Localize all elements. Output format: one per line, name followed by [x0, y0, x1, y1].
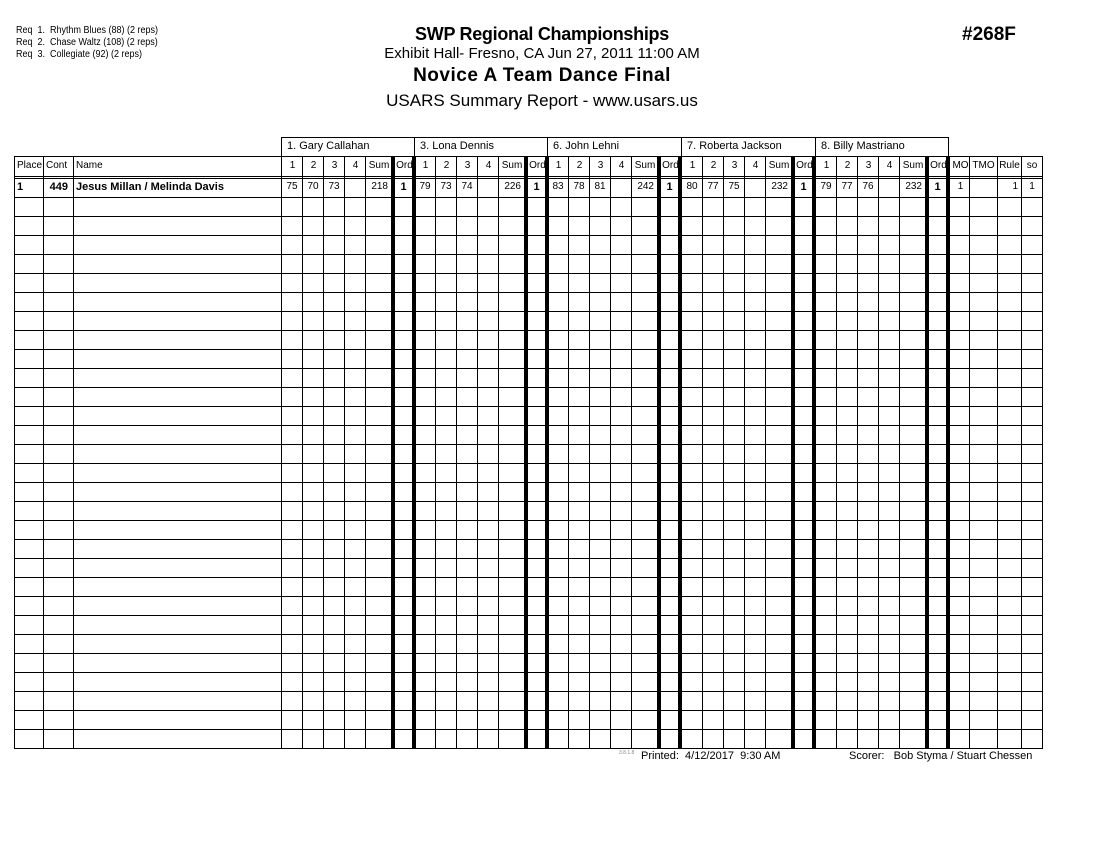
column-header-judge2-ord: Ord: [529, 160, 546, 171]
row-tmo: [970, 179, 997, 196]
row-line: [14, 216, 1042, 217]
row-line: [14, 463, 1042, 464]
row-line: [14, 330, 1042, 331]
row-line: [14, 406, 1042, 407]
column-header-judge2-2: 2: [443, 160, 450, 171]
column-line: [857, 156, 858, 748]
column-header-judge3-4: 4: [618, 160, 625, 171]
column-header-judge3-sum: Sum: [634, 160, 656, 171]
column-header-judge3-2: 2: [576, 160, 583, 171]
event-number: #268F: [962, 24, 1016, 45]
block-thick-line: [412, 156, 416, 748]
score-3: 75: [728, 181, 740, 192]
row-mo: 1: [957, 181, 964, 192]
score-ordinal: 1: [800, 181, 807, 193]
row-line: [14, 710, 1042, 711]
column-header-judge2-1: 1: [422, 160, 429, 171]
ord-thick-line: [791, 156, 795, 748]
requirement-3: Req 3. Collegiate (92) (2 reps): [16, 49, 143, 60]
venue-date: Exhibit Hall- Fresno, CA Jun 27, 2011 11:00 AM: [384, 45, 700, 62]
row-line: [14, 558, 1042, 559]
row-line: [14, 539, 1042, 540]
column-header-judge4-3: 3: [731, 160, 738, 171]
column-header-judge5-2: 2: [844, 160, 851, 171]
score-3: 74: [461, 181, 473, 192]
competition-title: SWP Regional Championships: [415, 24, 669, 44]
block-thick-line: [545, 156, 549, 748]
score-2: 73: [440, 181, 452, 192]
column-header-judge2-sum: Sum: [501, 160, 523, 171]
row-line: [14, 235, 1042, 236]
column-header-judge1-ord: Ord: [396, 160, 413, 171]
ord-thick-line: [657, 156, 661, 748]
block-thick-line: [812, 156, 816, 748]
event-title: Novice A Team Dance Final: [413, 65, 671, 86]
row-line: [14, 273, 1042, 274]
column-header-name: Name: [76, 160, 103, 171]
score-sum: 242: [637, 181, 654, 192]
column-header-judge3-3: 3: [597, 160, 604, 171]
column-header-judge4-1: 1: [689, 160, 696, 171]
row-line: [14, 748, 1042, 749]
row-line: [14, 520, 1042, 521]
ord-thick-line: [524, 156, 528, 748]
row-place: 1: [17, 181, 24, 193]
block-thick-line: [946, 156, 950, 748]
score-4: [345, 179, 365, 196]
column-header-mo: MO: [952, 160, 969, 171]
score-4: [611, 179, 631, 196]
column-header-judge3-1: 1: [555, 160, 562, 171]
column-header-judge4-sum: Sum: [768, 160, 790, 171]
column-header-judge5-ord: Ord: [930, 160, 947, 171]
judge-name-4: 7. Roberta Jackson: [687, 140, 782, 152]
row-line: [14, 634, 1042, 635]
column-header-so: so: [1026, 160, 1038, 171]
column-line: [281, 156, 282, 749]
column-line: [14, 156, 15, 749]
score-1: 83: [552, 181, 564, 192]
column-line: [498, 156, 499, 748]
score-ordinal: 1: [934, 181, 941, 193]
ord-thick-line: [925, 156, 929, 748]
row-rule: 1: [1012, 181, 1018, 192]
column-line: [899, 156, 900, 748]
column-line: [435, 156, 436, 748]
row-line: [14, 615, 1042, 616]
column-line: [365, 156, 366, 748]
column-line: [836, 156, 837, 748]
row-line: [14, 501, 1042, 502]
score-2: 70: [307, 181, 319, 192]
block-thick-line: [678, 156, 682, 748]
report-title: USARS Summary Report - www.usars.us: [386, 91, 698, 110]
column-line: [969, 156, 970, 749]
row-line: [14, 444, 1042, 445]
score-ordinal: 1: [400, 181, 407, 193]
column-line: [477, 156, 478, 748]
score-ordinal: 1: [666, 181, 673, 193]
column-line: [344, 156, 345, 748]
row-line: [14, 729, 1042, 730]
column-header-judge1-3: 3: [331, 160, 338, 171]
score-sum: 232: [771, 181, 788, 192]
column-header-rule: Rule: [999, 160, 1020, 171]
row-line: [14, 425, 1042, 426]
row-line: [14, 482, 1042, 483]
column-header-judge5-sum: Sum: [902, 160, 924, 171]
score-sum: 232: [905, 181, 922, 192]
column-line: [302, 156, 303, 748]
column-line: [589, 156, 590, 748]
column-line: [744, 156, 745, 748]
column-header-cont: Cont: [46, 160, 68, 171]
column-header-judge4-2: 2: [710, 160, 717, 171]
row-contestant-number: 449: [49, 181, 68, 193]
version-label: 3.8.1.8: [619, 750, 635, 756]
judge-name-2: 3. Lona Dennis: [420, 140, 494, 152]
row-line: [14, 254, 1042, 255]
score-3: 81: [594, 181, 606, 192]
score-sum: 218: [371, 181, 388, 192]
score-1: 79: [820, 181, 832, 192]
score-2: 77: [841, 181, 853, 192]
column-line: [765, 156, 766, 748]
score-4: [745, 179, 765, 196]
column-header-judge2-3: 3: [464, 160, 471, 171]
score-3: 76: [862, 181, 874, 192]
score-sum: 226: [504, 181, 521, 192]
column-header-judge4-ord: Ord: [796, 160, 813, 171]
column-line: [610, 156, 611, 748]
column-line: [568, 156, 569, 748]
score-1: 80: [686, 181, 698, 192]
column-header-place: Place: [17, 160, 43, 171]
column-header-judge5-4: 4: [886, 160, 893, 171]
column-header-judge1-4: 4: [352, 160, 359, 171]
score-2: 77: [707, 181, 719, 192]
requirement-2: Req 2. Chase Waltz (108) (2 reps): [16, 37, 158, 48]
row-line: [14, 368, 1042, 369]
column-header-judge4-4: 4: [752, 160, 759, 171]
row-line: [14, 292, 1042, 293]
row-line: [14, 349, 1042, 350]
score-1: 75: [286, 181, 298, 192]
judge-name-5: 8. Billy Mastriano: [821, 140, 905, 152]
row-name: Jesus Millan / Melinda Davis: [76, 181, 224, 193]
column-header-judge1-1: 1: [289, 160, 296, 171]
row-line: [14, 691, 1042, 692]
score-3: 73: [328, 181, 340, 192]
column-line: [323, 156, 324, 748]
column-header-judge1-2: 2: [310, 160, 317, 171]
column-line: [878, 156, 879, 748]
column-line: [723, 156, 724, 748]
score-4: [879, 179, 899, 196]
row-line: [14, 653, 1042, 654]
score-4: [478, 179, 498, 196]
column-header-judge5-3: 3: [865, 160, 872, 171]
row-line: [14, 197, 1042, 198]
column-header-judge3-ord: Ord: [662, 160, 679, 171]
column-line: [1042, 156, 1043, 749]
printed-date: Printed: 4/12/2017 9:30 AM: [641, 750, 781, 762]
score-1: 79: [419, 181, 431, 192]
score-2: 78: [573, 181, 585, 192]
row-line: [14, 596, 1042, 597]
row-line: [14, 311, 1042, 312]
scorer-names: Scorer: Bob Styma / Stuart Chessen: [849, 750, 1033, 762]
ord-thick-line: [391, 156, 395, 748]
row-line: [14, 577, 1042, 578]
row-so: 1: [1029, 181, 1035, 192]
column-header-judge1-sum: Sum: [368, 160, 390, 171]
requirement-1: Req 1. Rhythm Blues (88) (2 reps): [16, 25, 159, 36]
score-ordinal: 1: [533, 181, 540, 193]
column-line: [1021, 156, 1022, 749]
column-header-judge2-4: 4: [485, 160, 492, 171]
column-header-tmo: TMO: [972, 160, 995, 171]
row-line: [14, 672, 1042, 673]
column-line: [73, 156, 74, 749]
column-line: [456, 156, 457, 748]
judge-name-1: 1. Gary Callahan: [287, 140, 370, 152]
column-header-judge5-1: 1: [823, 160, 830, 171]
judge-header-divider: [948, 137, 949, 156]
judge-name-3: 6. John Lehni: [553, 140, 620, 152]
header-double-line: [14, 176, 1042, 177]
column-line: [702, 156, 703, 748]
header-top-line: [14, 156, 1042, 157]
column-line: [43, 156, 44, 749]
column-line: [631, 156, 632, 748]
column-line: [997, 156, 998, 749]
row-line: [14, 387, 1042, 388]
